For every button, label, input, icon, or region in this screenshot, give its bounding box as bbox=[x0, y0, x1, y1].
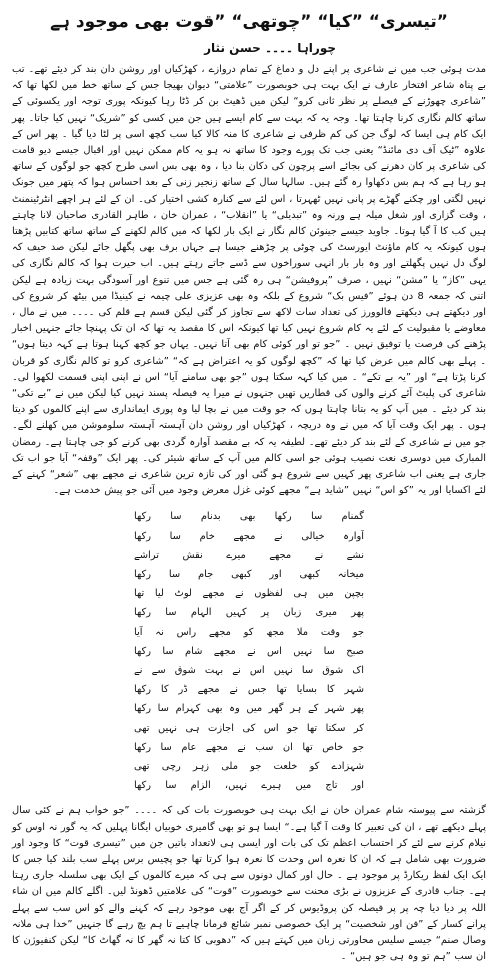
poem-line: بچپن میں ہی لفظوں نے مجھے لوٹ لیا تھا bbox=[134, 588, 364, 600]
poem-line: پھر شہر کے ہر گھر میں وہ بھی کہرام سا رکھا bbox=[134, 703, 364, 715]
poem-line: اک شوق سا نہیں اس نے بہت شوق سے نے bbox=[134, 664, 364, 676]
poem-line: صبح سا نہیں اس نے مجھے شام سا رکھا bbox=[134, 645, 364, 657]
poem-line: پھر میری زبان پر کہیں الہام سا رکھا bbox=[134, 607, 364, 619]
poem-line: کر سکتا تھا جو اس کی اجازت ہی نہیں تھی bbox=[134, 722, 364, 734]
poem-line: جو خاص تھا ان سب نے مجھے عام سا رکھا bbox=[134, 741, 364, 753]
closing-paragraph: گزشتہ سے پیوستہ شام عمران خان نے ایک بہت ہی خوبصورت بات کی کہ ۔۔۔۔ ”جو خواب ہم نے کئی سال پہلے دیکھے تھے ، ان کی تعبیر کا وقت آ گیا ہے۔“ ایسا ہو تو بھی گامیری خوبیاں ایگانا پہلیں کہ یہ گور نہ اوس کو نیلام کرنے سے لئے کر احتساب اعظم تک کی بات اور ایسی ہی لاتعداد باتیں جن میں ”تیسری قوت“ کا وجود اور ضرورت بھی شامل ہے کہ ان کا نعرہ اس وحدت کا نعرہ ہوا کرتا تھا جو پچیس برس پہلے سب بلند کیا جس کا ایک ایک لفظ ریکارڈ پر موجود ہے ۔ حال اور کمال دونوں سے ہی کہ میرے کالموں کے ایک بھی سلسلہ جاری رہتا ہے۔ جناب قادری کے عزیزوں نے بڑی محنت سے خوبصورت ”قوت“ کی علامتیں ڈھونڈ لیں۔ اگلے کالم میں ان شاء اللہ پر دیا دیا چہ پر پر فیصلہ کن پروڈیوس کر کے اگر آج بھی موجود رہے کہ کہنے والے کو اس سب سے پہلے پرانے کسار کے ”فن اور شخصیت“ پر ایک خصوصی نمبر شائع فرمانا چاہیے تا ہم بچ رہے گا جنہیں ”خدا ہی ملانہ وصال صنم“ جیسے سلیس محاورتی زبان میں کہتے ہیں کہ ”دھوبی کا کتا نہ گھر کا نہ گھاٹ کا“ لیکن کنفیوژن کا ان سب ”ہم تو وہ ہی جو ہیں“ ۔ bbox=[12, 805, 486, 963]
poem-line: گمنام سا رکھا بھی بدنام سا رکھا bbox=[134, 511, 364, 523]
column-title: ”تیسری“ ”کیا“ ”چوتھی“ ”قوت بھی موجود ہے bbox=[50, 12, 448, 32]
poem-line: جو وقت ملا مجھ کو مجھے راس نہ آیا bbox=[134, 626, 364, 638]
poem-line: اور تاج میں ہیرے نہیں، الزام سا رکھا bbox=[134, 780, 364, 792]
poem-line: میخانہ کبھی اور کبھی جام سا رکھا bbox=[134, 569, 364, 581]
intro-paragraph: مدت ہوئی جب میں نے شاعری پر اپنے دل و دماغ کے تمام دروازے ، کھڑکیاں اور روشن دان بند کر دیئے تھے۔ تب بے پناہ شاعر افتخار عارف نے ایک بہت ہی خوبصورت ”علامتی“ دیوان بھیجا جس کے ساتھ خط میں لکھا تھا کہ ”شاعری چھوڑنے کے فیصلے پر نظر ثانی کرو“ لیکن میں ڈھیٹ بن کر ڈٹا رہا کیونکہ پوری توجہ اور یکسوئی کے ساتھ کالم نگاری کرنا چاہتا تھا۔ وجہ یہ کہ بہت سے کام ایسے ہیں جن میں کسی کو ”شریک“ نہیں کیا جاتا۔ پھر ایک کام ہی ایسا کہ لوگ جن کی کم ظرفی نے شاعری کا منہ کالا کیا سب کچھ اسی پر لٹا دیا گیا ۔ پھر اس کے علاوہ ”ٹیک آف دی مائنڈ“ یعنی جب تک پورے وجود کا ساتھ نہ ہو یہ کام ممکن نہیں اور اقبال جیسے دیو قامت کی شاعری پر کان دھرنے کی بجائے اسے پرچون کی دکان بنا دیا ، وہ بھی بس اسی طرح کچھ جو لوگوں کے ساتھ ہو رہا ہے کہ ہم بس دکھاوا رہ گئے ہیں۔ سالہا سال کے ساتھ زنجیر زنی کے بعد احساس ہوا کہ پتھر میں جونک نہیں لگتی اور چکنے گھڑے پر پانی نہیں ٹھہرتا ، اس لئے سے کنارہ کشی اختیار کی۔ ان کے لئے ہر اچھے انٹرٹینمنٹ ، وقت گزاری اور شغل میلہ ہے ورنہ وہ ”تبدیلی“ یا ”انقلاب“ ، عمران خان ، طاہر القادری صاحبان لانا چاہتے ہیں کب کا آ گیا ہوتا۔ جاوید جیسے جینوئن کالم نگار نے ایک بار لکھا کہ میں کالم لکھنے کے ساتھ ساتھ کتابیں پڑھتا ہوں کیونکہ یہ کام ماؤنٹ ایورسٹ کی چوٹی پر چڑھنے جیسا ہے جہاں برف بھی پگھل جائے لیکن صد حیف کہ لوگ دل نہیں پگھلتے اور وہ بار بار انہی سوراخوں سے ڈسے جاتے رہتے ہیں۔ اب حیرت ہوا کہ کالم نگاری کی یہی ”کاز“ یا ”مشن“ نہیں ، صرف ”پروفیشن“ ہی رہ گئی ہے جس میں تنوع اور آسودگی بہت زیادہ ہے لیکن اتنی کہ جمعہ 8 دن ہوئے ”فیس بک“ شروع کے بلکہ وہ بھی عزیزی علی چیمہ نے کینیڈا میں بیٹھ کر شروع کی اور دیکھتے ہی دیکھتے فالوورز کی تعداد سات لاکھ سے تجاوز کر گئی لیکن قسم ہے قلم کی ۔۔۔۔ میں نے مال ، معاوضے یا مقبولیت کے لئے یہ کام شروع نہیں کیا تھا کیونکہ اس کا مقصد یہ تھا کہ ان تک پہنچا جائے جنہیں اخبار پڑھنے کی فرصت یا توفیق نہیں ۔ ”جو تو اور کوئی کام بھی آتا نہیں۔ یہاں جو کچھ کہنا ہوتا ہے کہہ دیتا ہوں“ ۔ پہلے بھی کالم میں عرض کیا تھا کہ ”کچھ لوگوں کو یہ اعتراض ہے کہ“ ”شاعری کرو تو کالم نگاری کو قربان کرنا پڑتا ہے“ اور ”یہ بے تکے“ ۔ میں کیا کہہ سکتا ہوں ”جو بھی سامنے آیا“ اس نے اپنی اپنی قسمت لکھوا لی۔ شاعری کی پلیٹ آئے کرنے والوں کی قطاریں تھیں جنہوں نے میرا یہ فیصلہ پسند نہیں کیا لیکن میں نے ”بے تکی“ بند کر دیئے ۔ میں آپ کو یہ بتانا چاہتا ہوں کہ جو وقت میں نے بچا لیا وہ پوری ایمانداری سے اپنے کالموں کو دیتا ہوں ۔ پھر ایک وقت آیا کہ میں نے وہ دریچہ ، کھڑکیاں اور روشن دان آہستہ آہستہ سلوموشن میں کھلنے لگے۔ جو میں نے شاعری کے لئے بند کر دیئے تھے۔ لطیفہ یہ کہ بے مقصد آوارہ گردی بھی کرنے کو جی چاہتا ہے۔ رمضان المبارک میں دوسری نعت نصیب ہوئی جو اسی کالم میں آپ کے ساتھ شیئر کی۔ پھر ایک ”وقفہ“ آیا جو اب تک جاری ہے یعنی اب شاعری پھر کہیں سے شروع ہو گئی اور کی تازہ ترین شاعری نے مجھے بھی ”شعر“ کہنے کے لئے اکسایا اور یہ ”کو اس“ نہیں ”شاید ہے“ مجھے کوئی غزل معرض وجود میں آئی جو پیش خدمت ہے۔ bbox=[12, 64, 486, 497]
poem-line: نشے نے مجھے میرے نقش تراشے bbox=[134, 549, 364, 561]
poem-line: شہر کا بسایا تھا جس نے مجھے ڈر کا رکھا bbox=[134, 684, 364, 696]
ghazal bbox=[134, 507, 364, 795]
column-byline: چوراہا ۔۔۔۔ حسن نثار bbox=[204, 41, 336, 55]
poem-line: شہزادے کو خلعت جو ملی زہر رچی تھی bbox=[134, 760, 364, 772]
poem-line: آوارہ خیالی نے مجھے خام سا رکھا bbox=[134, 530, 364, 542]
